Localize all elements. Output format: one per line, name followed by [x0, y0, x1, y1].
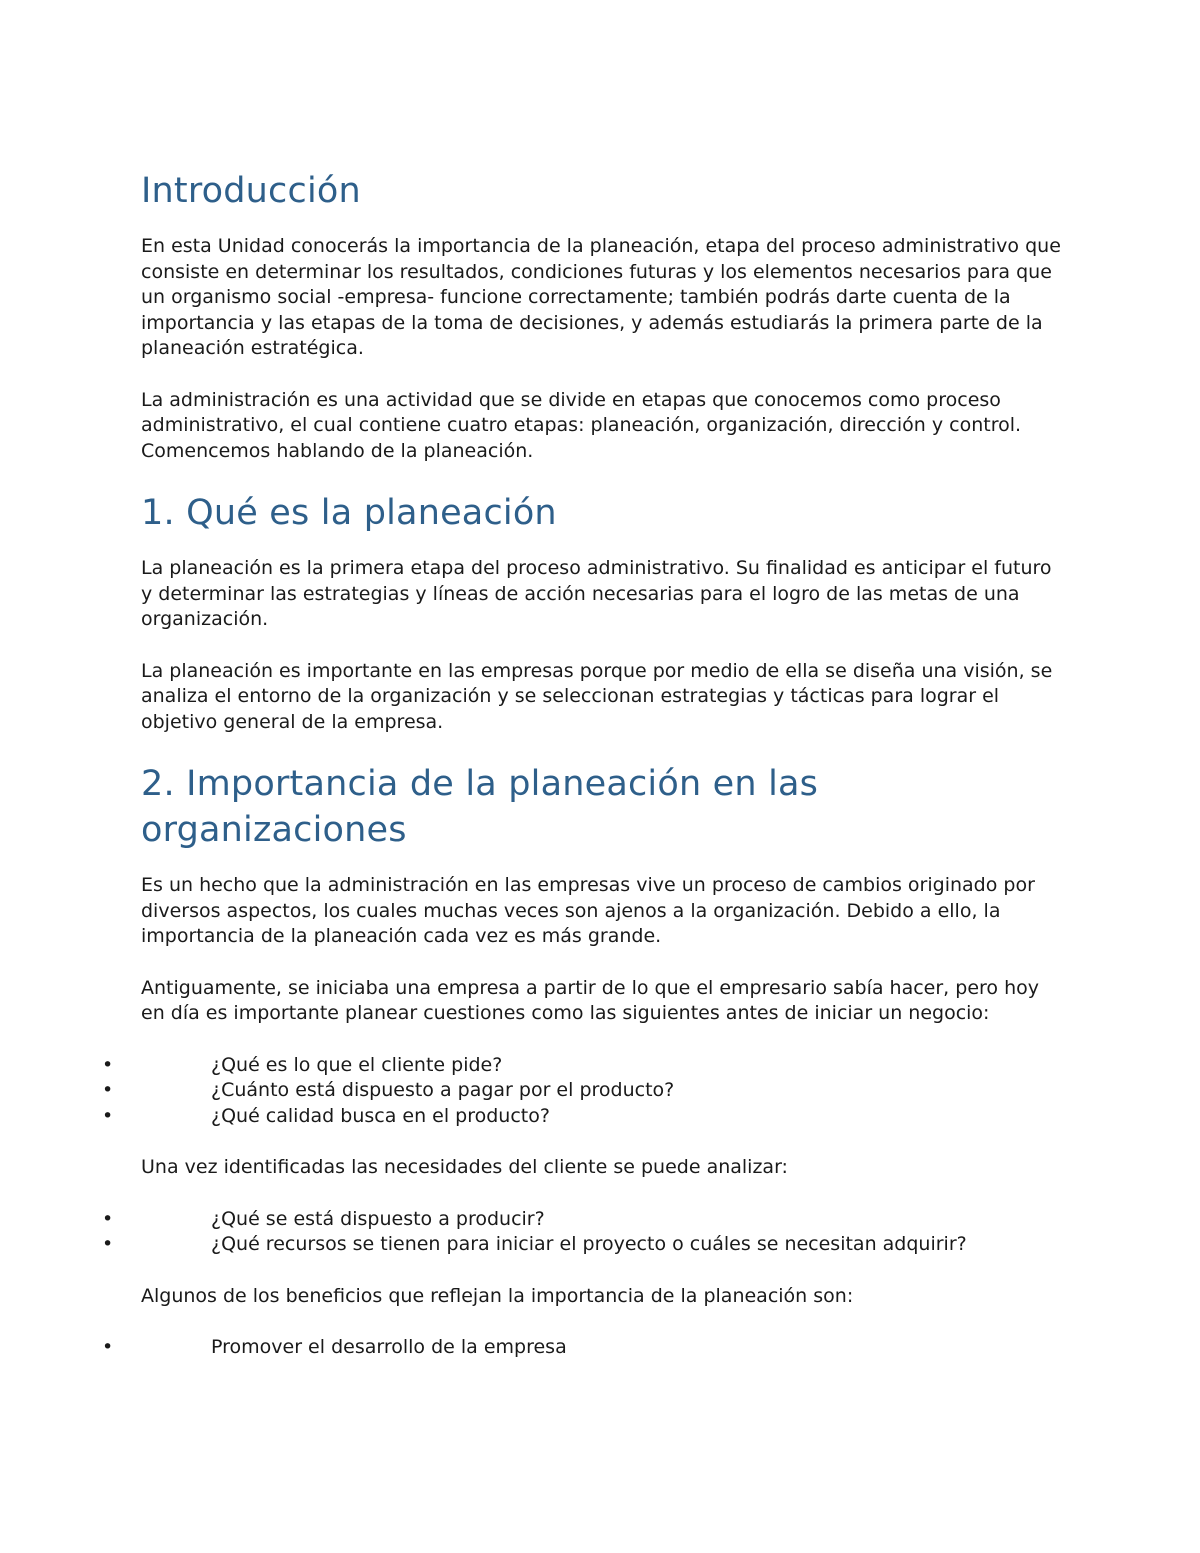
document-content — [102, 168, 1061, 1387]
bullet-list-benefits — [0, 1335, 1061, 1361]
list-item — [0, 1078, 1061, 1104]
list-item-text: ¿Qué calidad busca en el producto? — [211, 1104, 550, 1127]
list-item — [0, 1053, 1061, 1079]
list-item-text: ¿Qué es lo que el cliente pide? — [211, 1053, 503, 1076]
bullet-icon: • — [102, 1233, 114, 1255]
bullet-icon: • — [102, 1336, 114, 1358]
list-item-text: Promover el desarrollo de la empresa — [211, 1336, 567, 1358]
intro-paragraph-2: La administración es una actividad que se divide en etapas que conocemos como proceso administrativo, el cual contiene cuatro etapas: planeación, organización, dirección y control. Comencemos hablando de la planeación. — [141, 388, 1022, 462]
heading-introduccion: Introducción — [141, 171, 361, 211]
list-item-text: ¿Qué recursos se tienen para iniciar el proyecto o cuáles se necesitan adquirir? — [211, 1233, 967, 1255]
bullet-list-analysis-questions — [0, 1207, 1061, 1258]
section1-paragraph-1: La planeación es la primera etapa del proceso administrativo. Su finalidad es anticipar el futuro y determinar las estrategias y líneas de acción necesarias para el logro de las metas de una organización. — [141, 557, 1052, 630]
bullet-icon: • — [102, 1053, 114, 1076]
bullet-icon: • — [102, 1207, 114, 1230]
bullet-icon: • — [102, 1079, 114, 1101]
section2-paragraph-2: Antiguamente, se iniciaba una empresa a partir de lo que el empresario sabía hacer, pero hoy en día es importante planear cuestiones como las siguientes antes de iniciar un negocio: — [141, 976, 1039, 1024]
section1-paragraph-2: La planeación es importante en las empresas porque por medio de ella se diseña una visión, se analiza el entorno de la organización y se seleccionan estrategias y tácticas para lograr el objetivo general de la empresa. — [141, 659, 1053, 733]
section2-paragraph-1: Es un hecho que la administración en las empresas vive un proceso de cambios originado por diversos aspectos, los cuales muchas veces son ajenos a la organización. Debido a ello, la importancia de la planeación cada vez es más grande. — [141, 874, 1035, 947]
bullet-list-client-questions — [0, 1053, 1061, 1130]
list-item — [0, 1232, 1061, 1258]
bullet-icon: • — [102, 1104, 114, 1127]
list-item-text: ¿Cuánto está dispuesto a pagar por el producto? — [211, 1079, 675, 1101]
intro-paragraph-1: En esta Unidad conocerás la importancia de la planeación, etapa del proceso administrativo que consiste en determinar los resultados, condiciones futuras y los elementos necesarios para que un organismo social -empresa- funcione correctamente; también podrás darte cuenta de la importancia y las etapas de la toma de decisiones, y además estudiarás la primera parte de la planeación estratégica. — [141, 235, 1061, 359]
list-item — [0, 1335, 1061, 1361]
section2-paragraph-4: Algunos de los beneficios que reflejan la importancia de la planeación son: — [141, 1284, 854, 1307]
list-item — [0, 1104, 1061, 1130]
section2-paragraph-3: Una vez identificadas las necesidades del cliente se puede analizar: — [141, 1156, 788, 1178]
list-item — [0, 1207, 1061, 1233]
heading-importancia-planeacion: 2. Importancia de la planeación en las organizaciones — [141, 764, 819, 850]
heading-que-es-la-planeacion: 1. Qué es la planeación — [141, 493, 557, 533]
list-item-text: ¿Qué se está dispuesto a producir? — [211, 1207, 545, 1230]
